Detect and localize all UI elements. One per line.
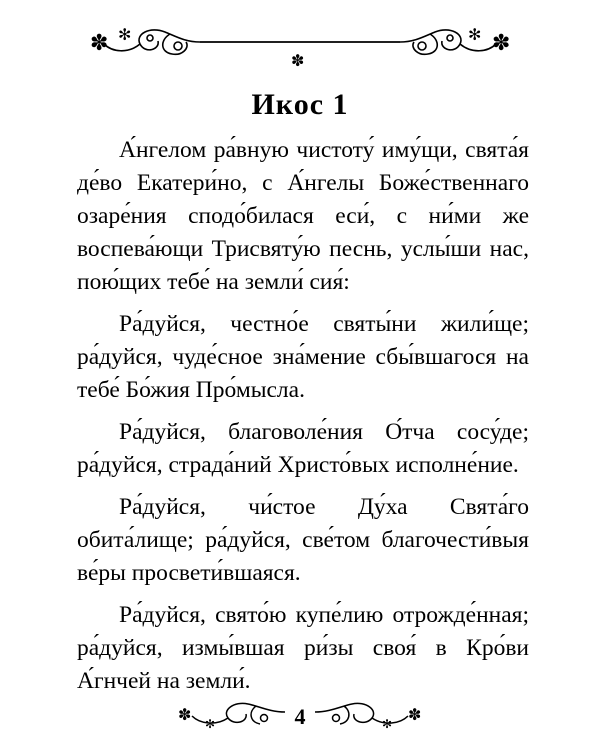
bottom-right-outer-flower-icon: ✽ — [408, 705, 422, 724]
left-outer-flower-icon: ✽ — [90, 31, 109, 56]
page-title: Икос 1 — [251, 88, 349, 121]
paragraph-rejoice-2: Ра́дуйся, благоволе́ния О́тча сосу́де; ра́дуйся, страда́ний Христо́вых исполне́ние. — [77, 419, 529, 478]
prayer-text — [77, 134, 529, 698]
paragraph-rejoice-4: Ра́дуйся, свято́ю купе́лию отрожде́нная; ра́дуйся, измы́вшая ри́зы своя́ в Кро́ви А́гнчей на земли́. — [77, 602, 529, 694]
paragraph-rejoice-3: Ра́дуйся, чи́стое Ду́ха Свята́го обита́лище; ра́дуйся, све́том благочести́выя ве́ры просвети́вшаяся. — [77, 494, 529, 586]
right-inner-flower-icon: ✻ — [468, 25, 482, 44]
right-outer-flower-icon: ✽ — [492, 31, 511, 56]
bottom-right-inner-flower-icon: ✻ — [382, 717, 393, 731]
center-flower-icon: ✽ — [291, 51, 305, 68]
page-number: 4 — [294, 704, 306, 729]
top-ornament — [0, 10, 600, 68]
bottom-left-outer-flower-icon: ✽ — [178, 705, 192, 724]
bottom-left-inner-flower-icon: ✻ — [205, 717, 216, 731]
left-inner-flower-icon: ✻ — [118, 25, 132, 44]
paragraph-intro: А́нгелом ра́вную чистоту́ иму́щи, свята́я де́во Екатери́но, с А́нгелы Боже́ственнаго озаре́ния сподо́билася еси́, с ни́ми же воспева́ющи Трисвяту́ю песнь, услы́ши нас, пою́щих тебе́ на земли́ сия́: — [77, 137, 529, 295]
paragraph-rejoice-1: Ра́дуйся, честно́е святы́ни жили́ще; ра́дуйся, чуде́сное зна́мение сбы́вшагося на тебе́ Бо́жия Про́мысла. — [77, 311, 529, 403]
